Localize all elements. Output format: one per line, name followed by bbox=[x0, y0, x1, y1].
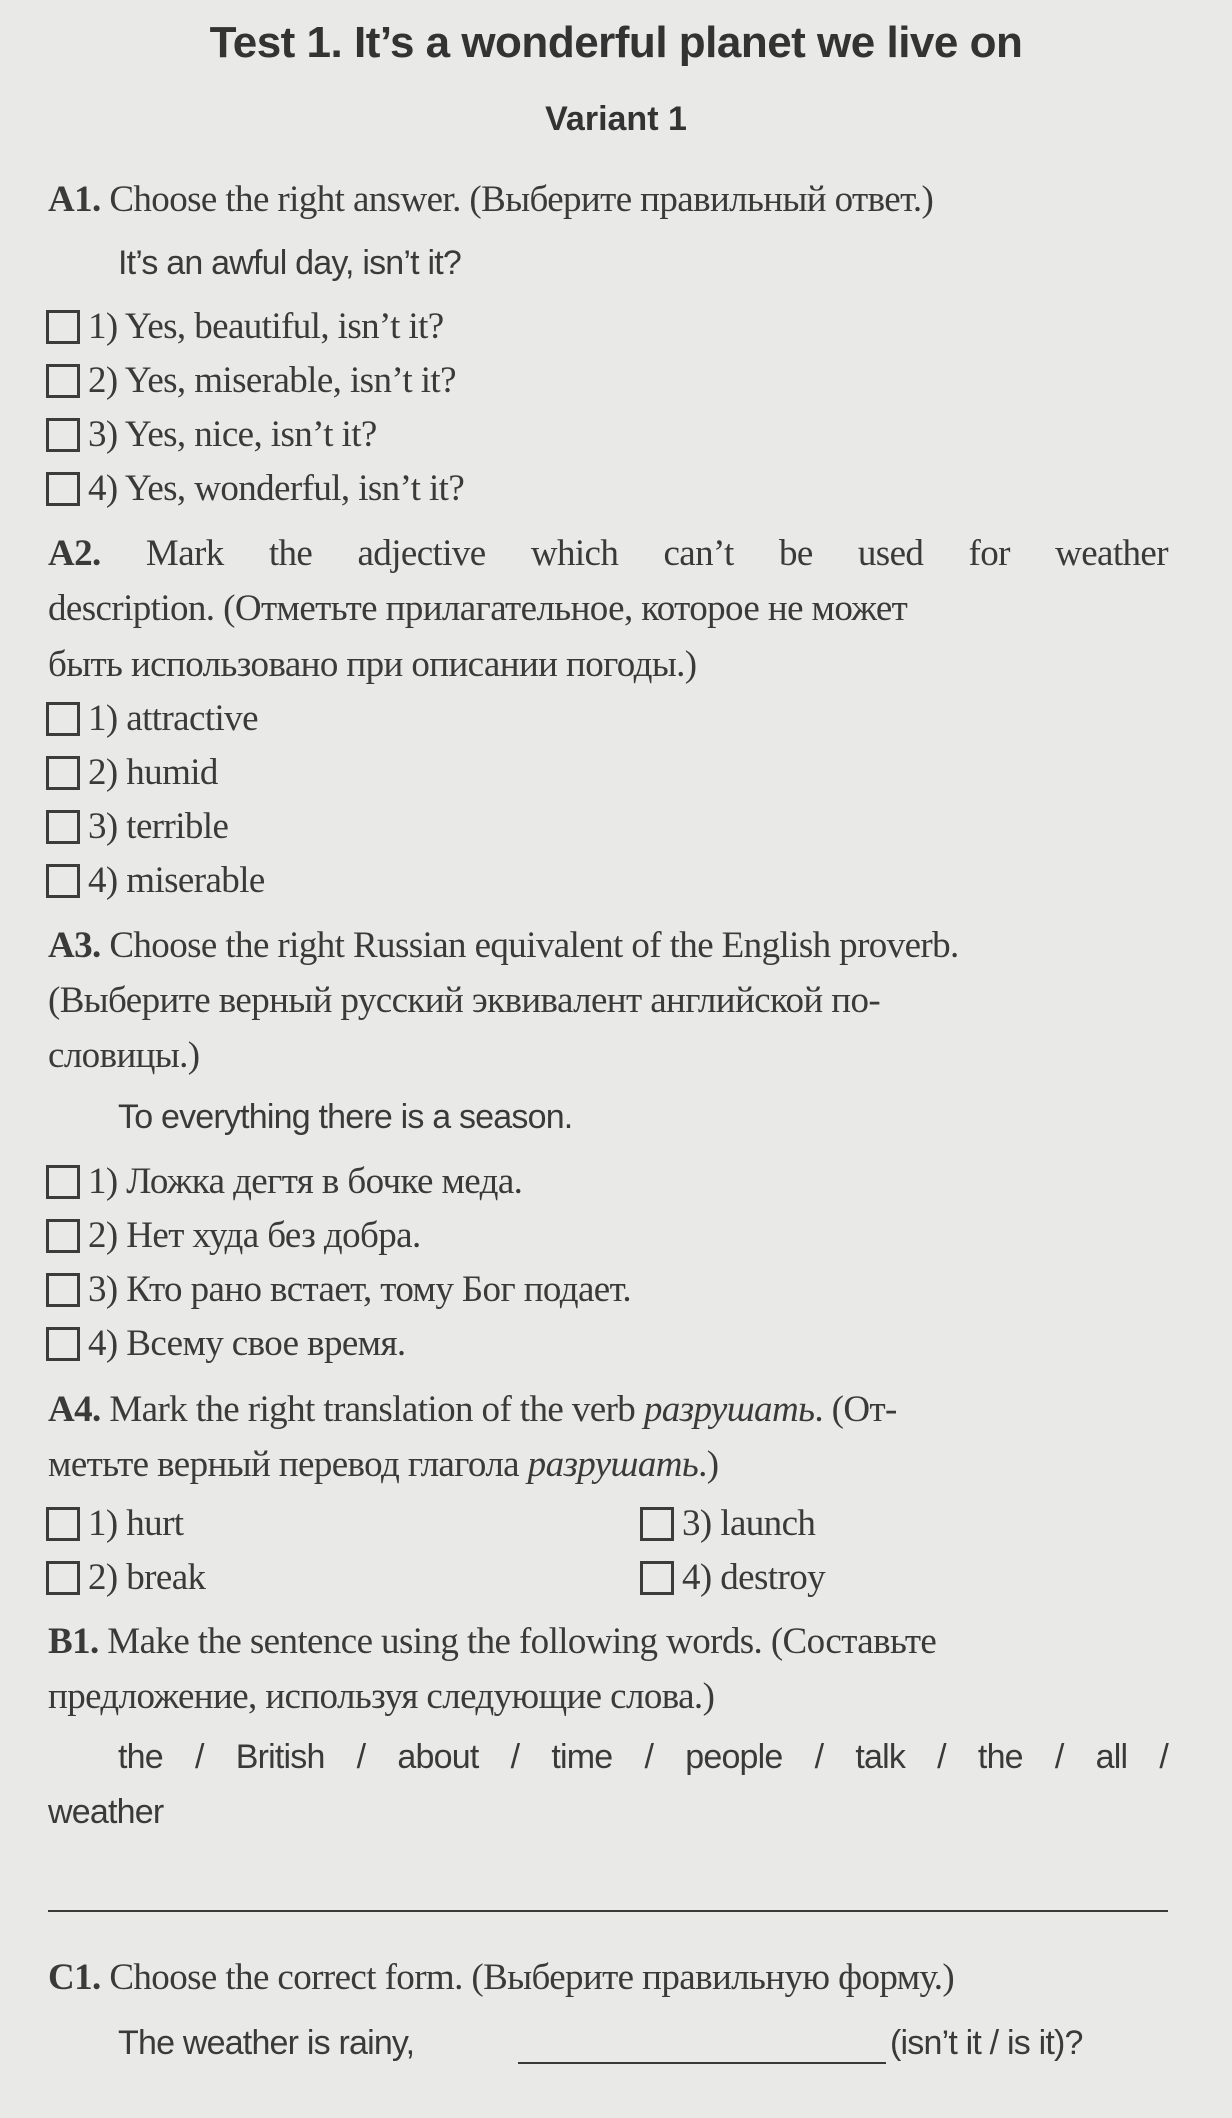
c1-answer-blank[interactable] bbox=[518, 2062, 886, 2064]
checkbox[interactable] bbox=[46, 810, 80, 844]
a1-option-2[interactable]: 2) Yes, miserable, isn’t it? bbox=[46, 359, 456, 402]
a2-option-3[interactable]: 3) terrible bbox=[46, 805, 228, 848]
checkbox[interactable] bbox=[46, 364, 80, 398]
checkbox[interactable] bbox=[46, 1219, 80, 1253]
task-a3-instruction-line1: A3. Choose the right Russian equivalent of the English proverb. bbox=[48, 925, 959, 966]
a2-option-2[interactable]: 2) humid bbox=[46, 751, 218, 794]
checkbox[interactable] bbox=[46, 310, 80, 344]
verb-italic: разрушать bbox=[643, 1389, 815, 1430]
task-a4-instruction-line1: A4. Mark the right translation of the verb разрушать. (От- bbox=[48, 1389, 897, 1430]
a3-option-3[interactable]: 3) Кто рано встает, тому Бог подает. bbox=[46, 1268, 631, 1311]
checkbox[interactable] bbox=[46, 1327, 80, 1361]
a2-option-4[interactable]: 4) miserable bbox=[46, 859, 265, 902]
checkbox[interactable] bbox=[46, 1507, 80, 1541]
a4-option-2[interactable]: 2) break bbox=[46, 1556, 205, 1599]
task-a3-instruction-line2: (Выберите верный русский эквивалент английской по- bbox=[48, 980, 881, 1021]
task-b1-words-line1: the / British / about / time / people / talk / the / all / bbox=[118, 1738, 1168, 1776]
a4-option-3[interactable]: 3) launch bbox=[640, 1502, 815, 1545]
checkbox[interactable] bbox=[640, 1507, 674, 1541]
task-a2-instruction-line1: A2. Mark the adjective which can’t be used for weather bbox=[48, 533, 1168, 574]
checkbox[interactable] bbox=[46, 702, 80, 736]
a1-option-1[interactable]: 1) Yes, beautiful, isn’t it? bbox=[46, 305, 444, 348]
task-a4-label: A4. bbox=[48, 1389, 101, 1430]
a3-option-2[interactable]: 2) Нет худа без добра. bbox=[46, 1214, 421, 1257]
task-a1-instruction: A1. Choose the right answer. (Выберите правильный ответ.) bbox=[48, 179, 934, 220]
verb-italic: разрушать bbox=[527, 1444, 699, 1485]
a1-option-3[interactable]: 3) Yes, nice, isn’t it? bbox=[46, 413, 377, 456]
a3-option-1[interactable]: 1) Ложка дегтя в бочке меда. bbox=[46, 1160, 522, 1203]
checkbox[interactable] bbox=[46, 1165, 80, 1199]
task-a2-instruction-line2: description. (Отметьте прилагательное, которое не может bbox=[48, 588, 908, 629]
checkbox[interactable] bbox=[46, 1561, 80, 1595]
task-a3-instruction-line3: словицы.) bbox=[48, 1035, 200, 1076]
task-b1-label: B1. bbox=[48, 1621, 99, 1662]
b1-answer-line[interactable] bbox=[48, 1910, 1168, 1912]
variant-heading: Variant 1 bbox=[545, 100, 687, 138]
task-c1-sentence-start: The weather is rainy, bbox=[118, 2024, 415, 2062]
a2-option-1[interactable]: 1) attractive bbox=[46, 697, 258, 740]
task-c1-instruction: C1. Choose the correct form. (Выберите правильную форму.) bbox=[48, 1957, 955, 1998]
a4-option-1[interactable]: 1) hurt bbox=[46, 1502, 183, 1545]
task-c1-choices: (isn’t it / is it)? bbox=[890, 2024, 1083, 2062]
checkbox[interactable] bbox=[640, 1561, 674, 1595]
task-a4-instruction-line2: метьте верный перевод глагола разрушать.) bbox=[48, 1444, 719, 1485]
task-c1-label: C1. bbox=[48, 1957, 101, 1998]
a4-option-4[interactable]: 4) destroy bbox=[640, 1556, 825, 1599]
task-a1-prompt: It’s an awful day, isn’t it? bbox=[118, 244, 461, 282]
task-a3-prompt: To everything there is a season. bbox=[118, 1098, 573, 1136]
task-a3-label: A3. bbox=[48, 925, 101, 966]
checkbox[interactable] bbox=[46, 1273, 80, 1307]
a3-option-4[interactable]: 4) Всему свое время. bbox=[46, 1322, 406, 1365]
task-b1-instruction-line1: B1. Make the sentence using the following words. (Составьте bbox=[48, 1621, 937, 1662]
checkbox[interactable] bbox=[46, 864, 80, 898]
page-title: Test 1. It’s a wonderful planet we live on bbox=[209, 18, 1023, 67]
checkbox[interactable] bbox=[46, 472, 80, 506]
task-b1-words-line2: weather bbox=[48, 1793, 164, 1831]
task-a2-instruction-line3: быть использовано при описании погоды.) bbox=[48, 644, 697, 685]
task-a2-label: A2. bbox=[48, 533, 101, 574]
checkbox[interactable] bbox=[46, 756, 80, 790]
checkbox[interactable] bbox=[46, 418, 80, 452]
task-a1-label: A1. bbox=[48, 179, 101, 220]
a1-option-4[interactable]: 4) Yes, wonderful, isn’t it? bbox=[46, 467, 464, 510]
task-b1-instruction-line2: предложение, используя следующие слова.) bbox=[48, 1676, 715, 1717]
